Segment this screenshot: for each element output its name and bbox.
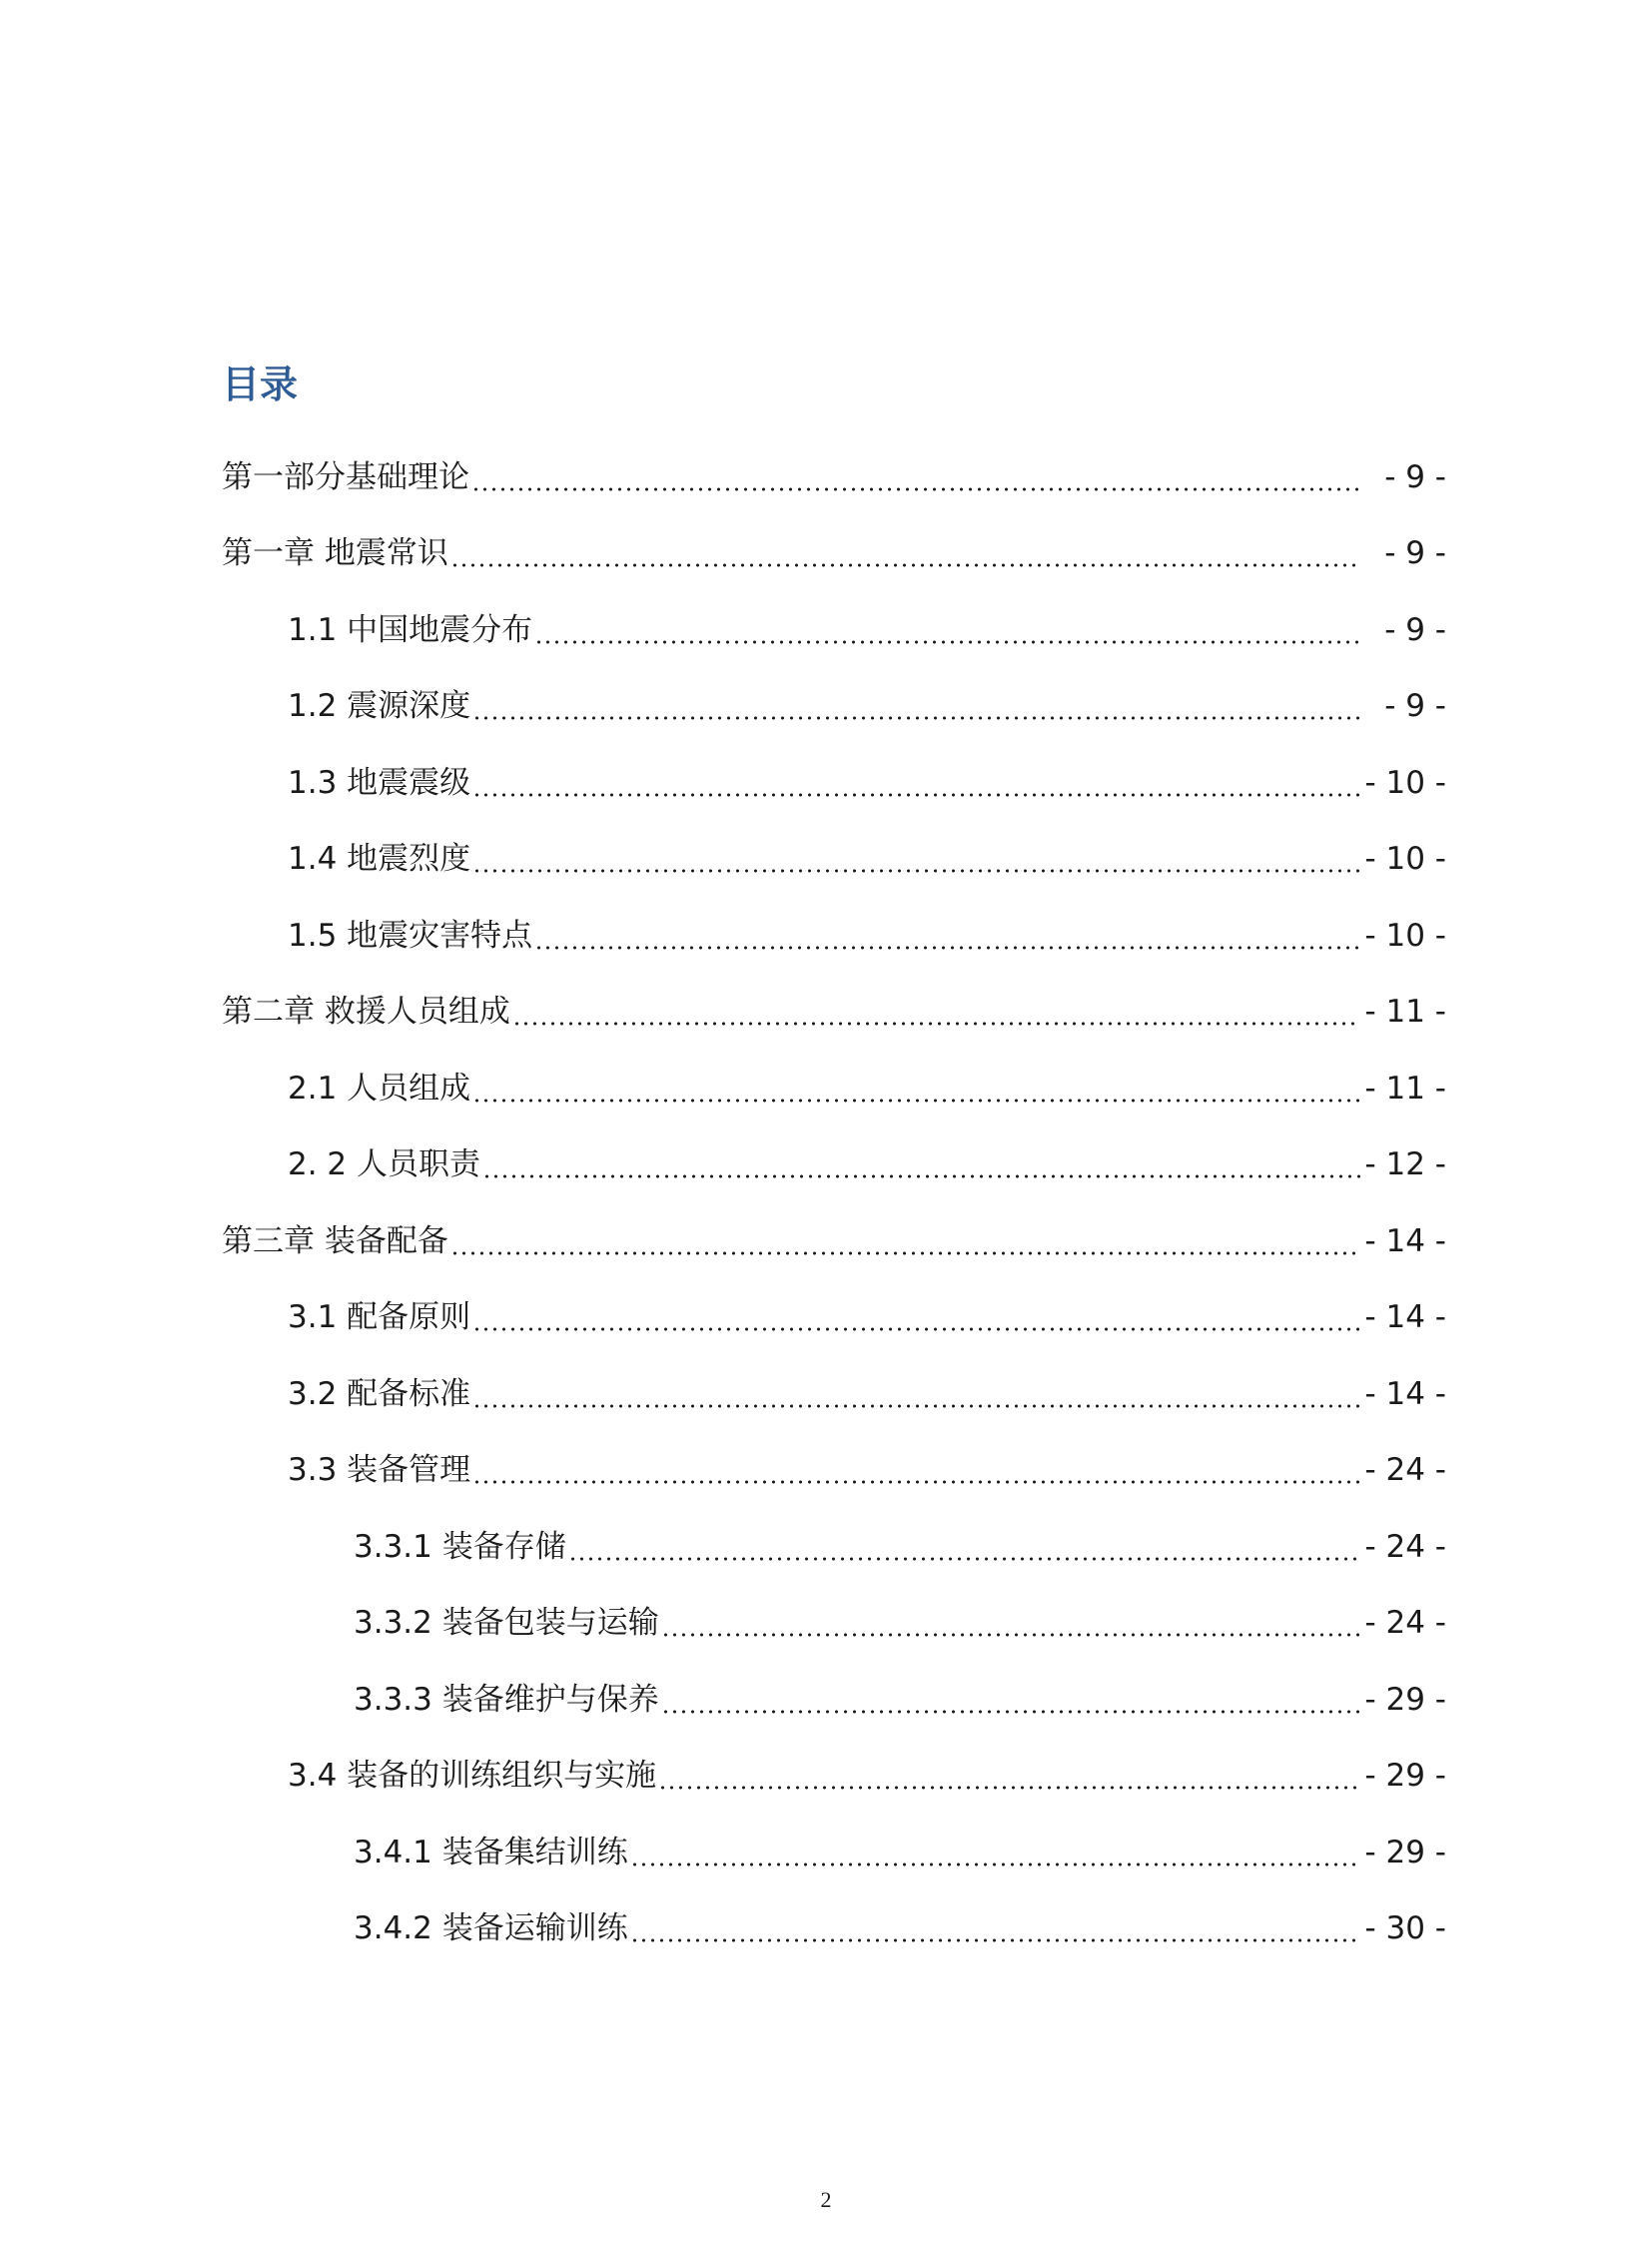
- toc-entry-label: [288, 1375, 471, 1412]
- toc-entry-number: 2.1: [288, 1070, 338, 1107]
- toc-entry[interactable]: [0, 1203, 1652, 1280]
- toc-entry-label: [288, 917, 533, 954]
- toc-entry[interactable]: [0, 745, 1652, 822]
- toc-entry-number: 3.3: [288, 1452, 338, 1489]
- toc-entry-label: [354, 1605, 659, 1642]
- toc-dot-leader: [472, 691, 1360, 722]
- toc-entry-label: [354, 1528, 566, 1565]
- toc-entry[interactable]: [0, 1815, 1652, 1891]
- toc-entry-text: 震源深度: [347, 688, 471, 725]
- toc-entry-label: [354, 1910, 628, 1947]
- toc-entry-text: 装备管理: [347, 1452, 471, 1489]
- toc-entry-label: [288, 688, 471, 725]
- toc-entry[interactable]: [0, 1051, 1652, 1127]
- toc-entry-number: 3.2: [288, 1375, 338, 1412]
- toc-dot-leader: [661, 1685, 1360, 1716]
- toc-entry-text: 配备标准: [347, 1375, 471, 1412]
- toc-dot-leader: [568, 1532, 1360, 1563]
- toc-dot-leader: [471, 462, 1360, 493]
- toc-entry-label: [288, 1299, 471, 1336]
- toc-entry-number: 3.4: [288, 1758, 338, 1795]
- toc-entry-number: 3.3.3: [354, 1681, 432, 1718]
- toc-entry[interactable]: [0, 1433, 1652, 1510]
- toc-entry-number: 1.1: [288, 611, 338, 648]
- toc-entry-text: 配备原则: [347, 1299, 471, 1336]
- toc-entry-page: - 10 -: [1364, 917, 1446, 954]
- toc-dot-leader: [472, 1302, 1360, 1333]
- toc-entry-label: [288, 611, 533, 648]
- toc-dot-leader: [482, 1149, 1360, 1180]
- toc-entry-page: - 29 -: [1364, 1758, 1446, 1795]
- toc-dot-leader: [450, 538, 1360, 569]
- toc-dot-leader: [630, 1838, 1360, 1868]
- toc-entry-page: - 9 -: [1384, 688, 1446, 725]
- toc-entry-page: - 12 -: [1364, 1146, 1446, 1183]
- toc-entry-page: - 29 -: [1364, 1681, 1446, 1718]
- toc-entry-label: [288, 1070, 471, 1107]
- toc-entry-page: - 30 -: [1364, 1910, 1446, 1947]
- toc-entry-page: - 24 -: [1364, 1605, 1446, 1642]
- toc-entry-number: 3.3.1: [354, 1528, 432, 1565]
- toc-entry-label: [288, 1758, 657, 1795]
- toc-entry-label: [222, 1222, 448, 1259]
- toc-entry-text: 人员职责: [357, 1146, 481, 1183]
- toc-dot-leader: [534, 615, 1360, 646]
- toc-dot-leader: [512, 997, 1360, 1028]
- toc-entry-number: 2. 2: [288, 1146, 348, 1183]
- toc-entry-page: - 24 -: [1364, 1528, 1446, 1565]
- toc-entry[interactable]: [0, 1356, 1652, 1433]
- toc-entry-label: [288, 1146, 481, 1183]
- toc-entry[interactable]: [0, 669, 1652, 746]
- toc-list: [0, 439, 1652, 1967]
- toc-entry-label: [354, 1834, 628, 1870]
- toc-entry-text: 人员组成: [347, 1070, 471, 1107]
- toc-entry[interactable]: [0, 822, 1652, 899]
- toc-entry-number: 3.4.1: [354, 1834, 432, 1870]
- toc-entry-number: 1.5: [288, 917, 338, 954]
- toc-entry-number: 3.4.2: [354, 1910, 432, 1947]
- toc-entry[interactable]: [0, 592, 1652, 669]
- toc-entry-page: - 11 -: [1364, 1070, 1446, 1107]
- toc-dot-leader: [472, 844, 1360, 875]
- toc-entry-label: [288, 764, 471, 801]
- toc-entry-text: 装备集结训练: [441, 1834, 628, 1870]
- toc-entry-page: - 14 -: [1364, 1299, 1446, 1336]
- toc-entry-label: [288, 841, 471, 878]
- toc-entry-label: [222, 535, 448, 572]
- toc-entry-page: - 10 -: [1364, 841, 1446, 878]
- toc-dot-leader: [630, 1913, 1360, 1944]
- toc-entry-number: 3.1: [288, 1299, 338, 1336]
- toc-entry-page: - 9 -: [1384, 458, 1446, 495]
- toc-entry-text: 第一部分基础理论: [222, 458, 469, 495]
- toc-entry-text: 装备包装与运输: [441, 1605, 659, 1642]
- toc-dot-leader: [658, 1761, 1360, 1792]
- toc-entry[interactable]: [0, 1739, 1652, 1816]
- toc-entry[interactable]: [0, 898, 1652, 975]
- toc-entry-page: - 14 -: [1364, 1375, 1446, 1412]
- toc-entry[interactable]: [0, 1127, 1652, 1204]
- toc-entry-label: [222, 994, 510, 1031]
- toc-entry-page: - 9 -: [1384, 535, 1446, 572]
- toc-entry-text: 第一章 地震常识: [222, 535, 448, 572]
- toc-entry-page: - 9 -: [1384, 611, 1446, 648]
- toc-entry-text: 第三章 装备配备: [222, 1222, 448, 1259]
- toc-entry[interactable]: [0, 516, 1652, 593]
- toc-entry-number: 1.4: [288, 841, 338, 878]
- toc-entry-label: [354, 1681, 659, 1718]
- toc-entry[interactable]: [0, 1509, 1652, 1586]
- toc-dot-leader: [661, 1608, 1360, 1639]
- toc-dot-leader: [450, 1226, 1360, 1257]
- toc-entry-page: - 29 -: [1364, 1834, 1446, 1870]
- page-number: 2: [820, 2187, 832, 2212]
- toc-entry-number: 3.3.2: [354, 1605, 432, 1642]
- toc-entry-page: - 10 -: [1364, 764, 1446, 801]
- toc-entry-number: 1.3: [288, 764, 338, 801]
- toc-title: 目录: [222, 363, 299, 406]
- toc-entry-text: 第二章 救援人员组成: [222, 994, 510, 1031]
- toc-entry-text: 地震烈度: [347, 841, 471, 878]
- toc-entry-text: 地震灾害特点: [347, 917, 533, 954]
- toc-dot-leader: [472, 1379, 1360, 1410]
- toc-entry-text: 装备运输训练: [441, 1910, 628, 1947]
- toc-entry[interactable]: [0, 1891, 1652, 1968]
- toc-entry-text: 地震震级: [347, 764, 471, 801]
- toc-entry-page: - 14 -: [1364, 1222, 1446, 1259]
- toc-dot-leader: [472, 768, 1360, 799]
- toc-entry-text: 装备的训练组织与实施: [347, 1758, 657, 1795]
- toc-dot-leader: [472, 1074, 1360, 1105]
- toc-entry[interactable]: [0, 439, 1652, 516]
- toc-entry-text: 中国地震分布: [347, 611, 533, 648]
- toc-entry-label: [288, 1452, 471, 1489]
- toc-dot-leader: [534, 921, 1360, 952]
- toc-entry-label: [222, 458, 469, 495]
- toc-entry-page: - 11 -: [1364, 994, 1446, 1031]
- toc-entry-text: 装备存储: [441, 1528, 566, 1565]
- toc-entry-text: 装备维护与保养: [441, 1681, 659, 1718]
- toc-entry[interactable]: [0, 1662, 1652, 1739]
- toc-entry[interactable]: [0, 1280, 1652, 1357]
- toc-entry[interactable]: [0, 1586, 1652, 1663]
- toc-entry-number: 1.2: [288, 688, 338, 725]
- toc-dot-leader: [472, 1455, 1360, 1486]
- toc-entry[interactable]: [0, 975, 1652, 1052]
- toc-entry-page: - 24 -: [1364, 1452, 1446, 1489]
